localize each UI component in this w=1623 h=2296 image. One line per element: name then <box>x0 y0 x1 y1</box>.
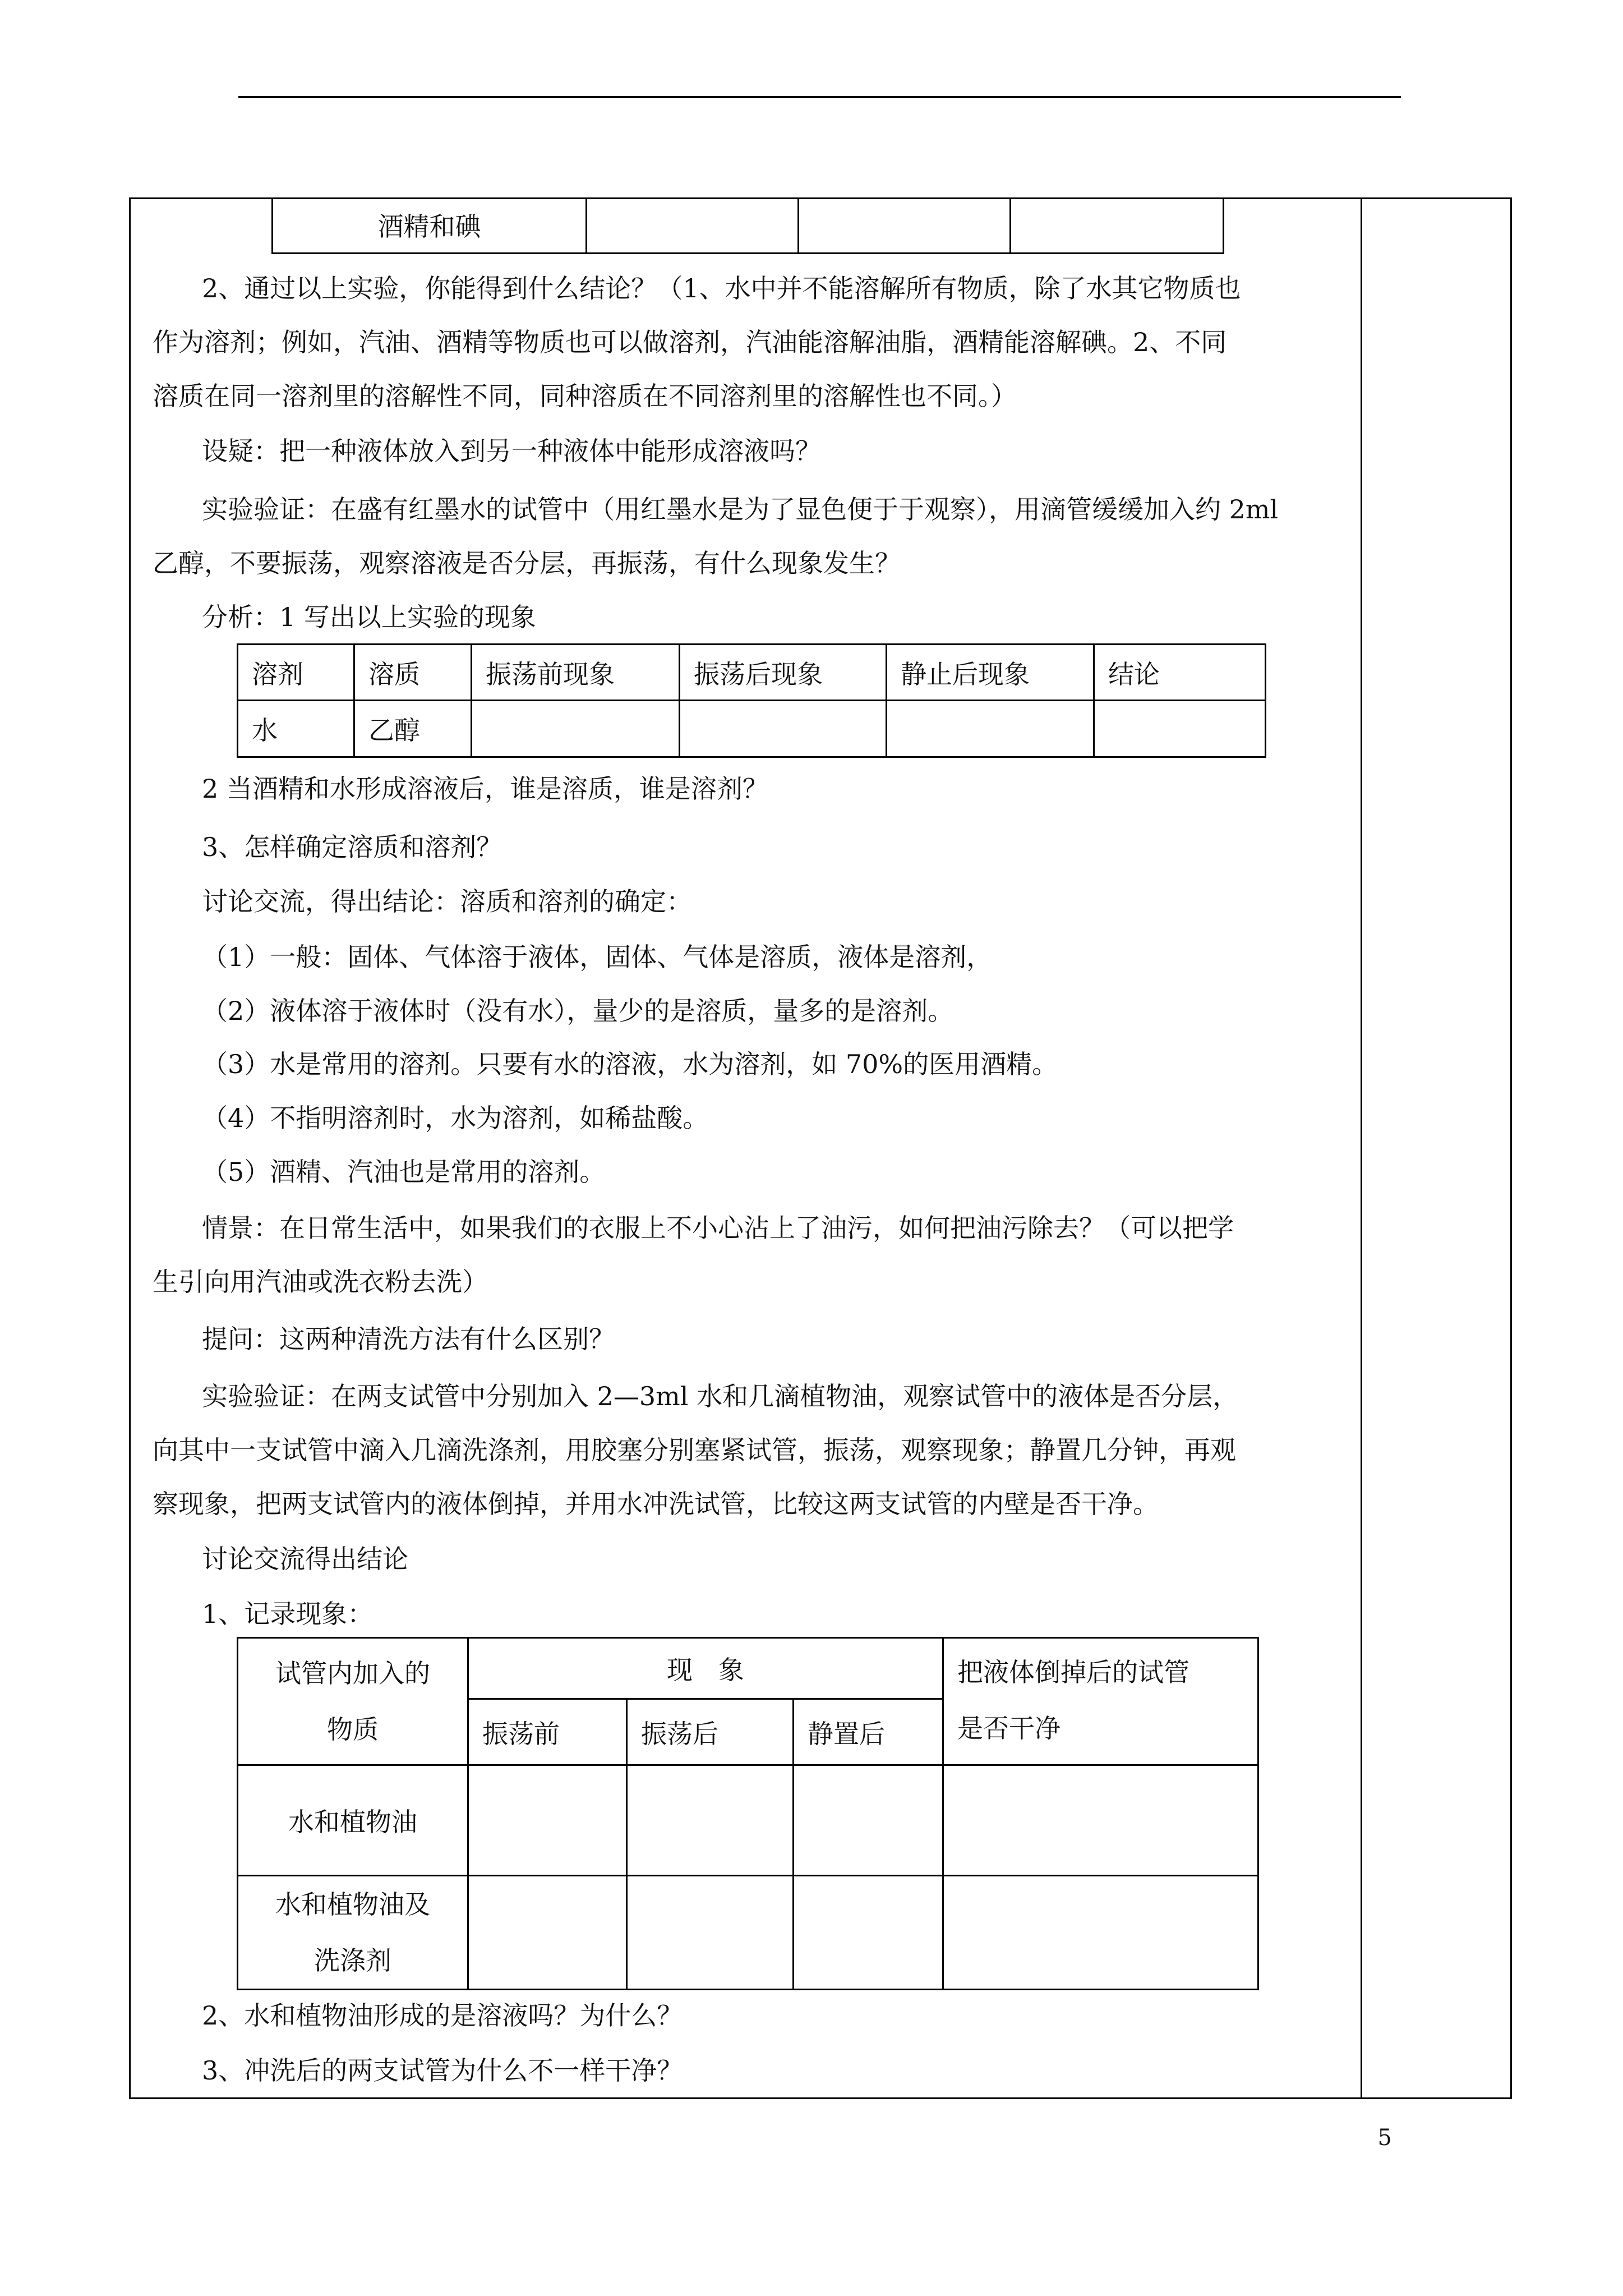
table-header-cell: 振荡前 <box>468 1699 627 1765</box>
header-rule <box>238 96 1401 98</box>
paragraph-line: 实验验证：在盛有红墨水的试管中（用红墨水是为了显色便于于观察），用滴管缓缓加入约 2ml <box>202 494 1279 524</box>
table-header-cell: 振荡后现象 <box>680 645 887 701</box>
table-header-cell: 振荡前现象 <box>472 645 680 701</box>
paragraph-line: 作为溶剂；例如，汽油、酒精等物质也可以做溶剂，汽油能溶解油脂，酒精能溶解碘。2、不同 <box>153 327 1227 357</box>
phenomenon-table-1 <box>237 643 1266 758</box>
paragraph-line: 3、怎样确定溶质和溶剂？ <box>202 832 502 862</box>
header-line: 是否干净 <box>957 1713 1061 1743</box>
table-cell <box>472 701 680 757</box>
paragraph-line: 提问：这两种清洗方法有什么区别？ <box>202 1324 615 1354</box>
table-cell <box>799 197 1011 253</box>
table-header-cell <box>943 1638 1258 1765</box>
table-cell <box>680 701 887 757</box>
cell-line: 洗涤剂 <box>314 1945 391 1976</box>
table-header-cell <box>238 1638 468 1765</box>
paragraph-line: （2）液体溶于液体时（没有水），量少的是溶质，量多的是溶剂。 <box>202 996 954 1026</box>
table-cell: 酒精和碘 <box>273 197 587 253</box>
paragraph-line: 向其中一支试管中滴入几滴洗涤剂，用胶塞分别塞紧试管，振荡，观察现象；静置几分钟，再观 <box>153 1435 1236 1465</box>
table-header-cell: 静止后现象 <box>887 645 1094 701</box>
paragraph-line: （4）不指明溶剂时，水为溶剂，如稀盐酸。 <box>202 1103 709 1133</box>
top-table <box>271 197 1224 254</box>
table-cell <box>943 1876 1258 1990</box>
paragraph-line: （3）水是常用的溶剂。只要有水的溶液，水为溶剂，如 70%的医用酒精。 <box>202 1049 1058 1079</box>
paragraph-line: 讨论交流，得出结论：溶质和溶剂的确定： <box>202 886 692 917</box>
table-header-cell: 溶剂 <box>238 645 354 701</box>
paragraph-line: 乙醇，不要振荡，观察溶液是否分层，再振荡，有什么现象发生？ <box>153 548 901 578</box>
side-column-divider <box>1361 197 1362 2099</box>
table-cell <box>1094 701 1266 757</box>
paragraph-line: 2、通过以上实验，你能得到什么结论？（1、水中并不能溶解所有物质，除了水其它物质也 <box>202 273 1241 303</box>
paragraph-line: （1）一般：固体、气体溶于液体，固体、气体是溶质，液体是溶剂， <box>202 942 993 972</box>
paragraph-line: 设疑：把一种液体放入到另一种液体中能形成溶液吗？ <box>202 436 821 466</box>
table-cell <box>468 1876 627 1990</box>
paragraph-line: 察现象，把两支试管内的液体倒掉，并用水冲洗试管，比较这两支试管的内壁是否干净。 <box>153 1489 1159 1519</box>
paragraph-line: 分析：1 写出以上实验的现象 <box>202 602 536 632</box>
table-header-cell: 溶质 <box>354 645 472 701</box>
table-cell <box>627 1876 794 1990</box>
paragraph-line: 溶质在同一溶剂里的溶解性不同，同种溶质在不同溶剂里的溶解性也不同。） <box>153 381 1017 411</box>
header-line: 把液体倒掉后的试管 <box>957 1657 1189 1687</box>
paragraph-line: （5）酒精、汽油也是常用的溶剂。 <box>202 1157 606 1187</box>
paragraph-line: 情景：在日常生活中，如果我们的衣服上不小心沾上了油污，如何把油污除去？（可以把学 <box>202 1213 1234 1243</box>
header-line: 试管内加入的 <box>275 1658 430 1688</box>
table-cell <box>468 1765 627 1876</box>
table-cell <box>1011 197 1224 253</box>
table-cell: 水和植物油 <box>238 1765 468 1876</box>
paragraph-line: 实验验证：在两支试管中分别加入 2—3ml 水和几滴植物油，观察试管中的液体是否分层， <box>202 1381 1239 1411</box>
table-cell <box>587 197 799 253</box>
table-cell <box>627 1765 794 1876</box>
table-cell <box>794 1765 943 1876</box>
paragraph-line: 2 当酒精和水形成溶液后，谁是溶质，谁是溶剂？ <box>202 774 768 804</box>
cell-line: 水和植物油及 <box>275 1889 430 1920</box>
paragraph-line: 生引向用汽油或洗衣粉去洗） <box>153 1267 488 1297</box>
table-cell <box>943 1765 1258 1876</box>
paragraph-line: 2、水和植物油形成的是溶液吗？为什么？ <box>202 2000 683 2031</box>
table-header-cell: 现 象 <box>468 1638 943 1699</box>
table-cell <box>238 1876 468 1990</box>
phenomenon-table-2 <box>237 1637 1259 1990</box>
table-cell: 乙醇 <box>354 701 472 757</box>
paragraph-line: 1、记录现象： <box>202 1599 374 1629</box>
table-cell <box>887 701 1094 757</box>
page-number: 5 <box>1377 2125 1392 2151</box>
table-header-cell: 结论 <box>1094 645 1266 701</box>
table-cell <box>794 1876 943 1990</box>
table-cell: 水 <box>238 701 354 757</box>
paragraph-line: 3、冲洗后的两支试管为什么不一样干净？ <box>202 2055 683 2086</box>
table-header-cell: 振荡后 <box>627 1699 794 1765</box>
table-header-cell: 静置后 <box>794 1699 943 1765</box>
paragraph-line: 讨论交流得出结论 <box>202 1544 408 1574</box>
header-line: 物质 <box>327 1714 379 1745</box>
